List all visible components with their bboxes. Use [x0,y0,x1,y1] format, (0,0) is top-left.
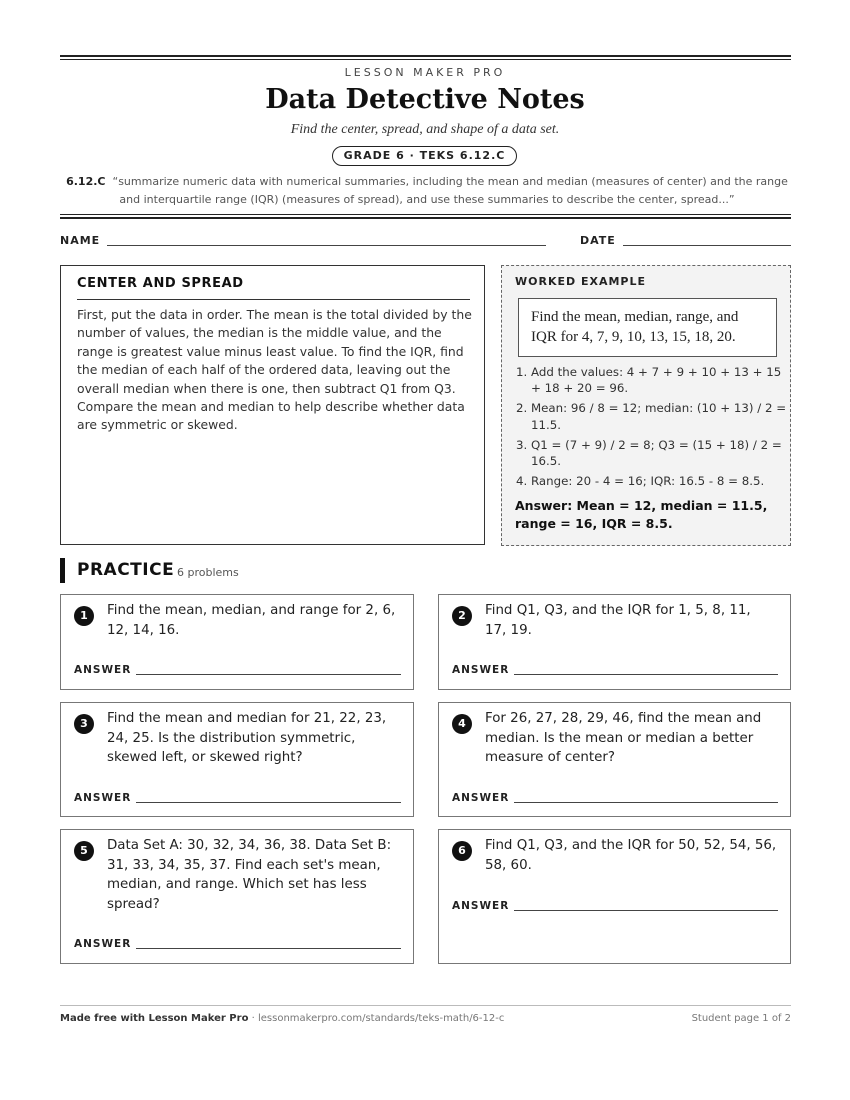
footer-separator: · [248,1013,258,1024]
worked-example-box [501,265,791,546]
problem-number-badge: 3 [74,714,94,734]
problem-card-2 [438,594,791,690]
problem-card-4 [438,702,791,817]
answer-label: ANSWER [452,664,510,676]
problem-number-badge: 1 [74,606,94,626]
worked-example-steps [518,364,793,493]
problem-number-badge: 5 [74,841,94,861]
date-label: DATE [580,234,616,247]
footer-brand: Made free with Lesson Maker Pro [60,1013,249,1024]
practice-count: 6 problems [177,566,239,579]
center-and-spread-heading: CENTER AND SPREAD [77,276,244,291]
date-field[interactable] [623,245,791,246]
center-and-spread-box [60,265,485,545]
answer-label: ANSWER [452,900,510,912]
step-2: 2. Mean: 96 / 8 = 12; median: (10 + 13) / 2 = 11.5. [531,400,793,432]
answer-label: ANSWER [74,938,132,950]
top-rule-thin [60,59,791,60]
standard-description [66,173,788,209]
step-4: 4. Range: 20 - 4 = 16; IQR: 16.5 - 8 = 8.5. [531,473,793,489]
worked-example-answer: Answer: Mean = 12, median = 11.5, range = 16, IQR = 8.5. [515,498,768,531]
problem-text: Data Set A: 30, 32, 34, 36, 38. Data Set B: 31, 33, 34, 35, 37. Find each set's mean, median, and range. Which set has less spread? [107,838,392,912]
worked-example-problem: Find the mean, median, range, and IQR for 4, 7, 9, 10, 13, 15, 18, 20. [518,298,777,357]
answer-label: ANSWER [74,664,132,676]
answer-field[interactable] [514,910,778,911]
standard-code: 6.12.C [66,175,106,188]
header-rule [60,217,791,219]
step-1: 1. Add the values: 4 + 7 + 9 + 10 + 13 + 15 + 18 + 20 = 96. [531,364,793,396]
problem-text: Find Q1, Q3, and the IQR for 1, 5, 8, 11, 17, 19. [485,603,751,638]
problem-number-badge: 6 [452,841,472,861]
practice-accent-bar [60,558,65,583]
brand-name: LESSON MAKER PRO [344,66,506,79]
problem-card-6 [438,829,791,964]
worked-example-heading: WORKED EXAMPLE [515,275,646,288]
answer-field[interactable] [136,948,401,949]
problem-text: For 26, 27, 28, 29, 46, find the mean and median. Is the mean or median a better measure of center? [485,711,762,766]
answer-label: ANSWER [74,792,132,804]
answer-label: ANSWER [452,792,510,804]
practice-heading: PRACTICE [77,560,175,580]
problem-text: Find the mean and median for 21, 22, 23, 24, 25. Is the distribution symmetric, skewed left, or skewed right? [107,711,387,766]
footer-credit [60,1013,504,1024]
footer-url[interactable]: lessonmakerpro.com/standards/teks-math/6-12-c [257,1013,505,1024]
problem-card-5 [60,829,414,964]
problem-number-badge: 4 [452,714,472,734]
answer-field[interactable] [136,674,401,675]
footer-rule [60,1005,791,1006]
problem-card-1 [60,594,414,690]
page-indicator: Student page 1 of 2 [691,1013,791,1024]
name-field[interactable] [107,245,546,246]
answer-field[interactable] [514,674,778,675]
top-rule [60,55,791,57]
answer-field[interactable] [136,802,401,803]
center-and-spread-text: First, put the data in order. The mean is the total divided by the number of values, the median is the middle value, and the range is greatest value minus least value. To find the IQR, find the median of each half of the ordered data, leaving out the overall median when there is one, then subtract Q1 from Q3. Compare the mean and median to help describe whether data are symmetric or skewed. [77,307,472,433]
header-rule-thin [60,214,791,215]
name-label: NAME [60,234,101,247]
problem-text: Find Q1, Q3, and the IQR for 50, 52, 54, 56, 58, 60. [485,838,777,873]
step-3: 3. Q1 = (7 + 9) / 2 = 8; Q3 = (15 + 18) / 2 = 16.5. [531,437,793,469]
answer-field[interactable] [514,802,778,803]
page-subtitle: Find the center, spread, and shape of a data set. [290,122,560,137]
heading-divider [77,299,470,300]
problem-card-3 [60,702,414,817]
page-title: Data Detective Notes [265,84,585,115]
problem-text: Find the mean, median, and range for 2, 6, 12, 14, 16. [107,603,396,638]
grade-badge: GRADE 6 · TEKS 6.12.C [332,146,517,166]
problem-number-badge: 2 [452,606,472,626]
standard-text: “summarize numeric data with numerical summaries, including the mean and median (measures of center) and the range and interquartile range (IQR) (measures of spread), and use these summaries to describe the center, spread...” [112,175,788,206]
